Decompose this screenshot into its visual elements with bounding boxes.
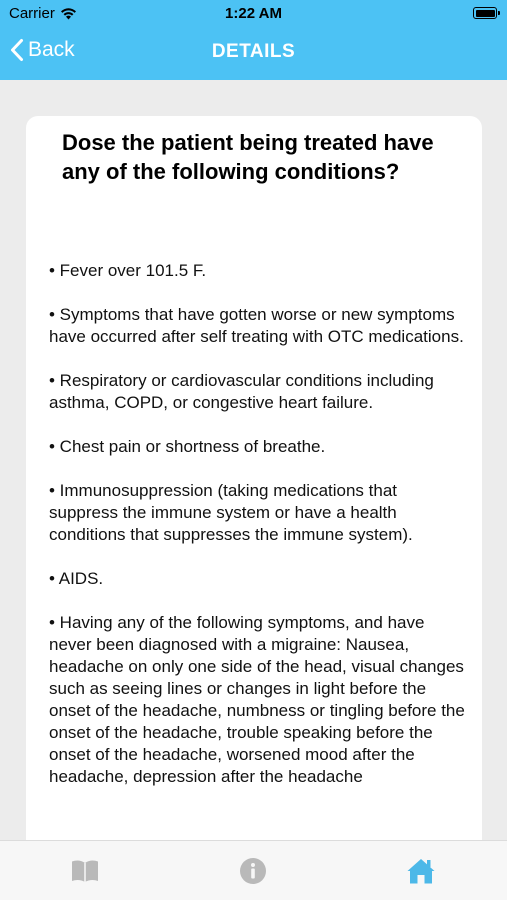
question-heading: Dose the patient being treated have any of the following conditions? — [62, 130, 434, 184]
tab-home[interactable] — [405, 855, 437, 887]
condition-item: • Symptoms that have gotten worse or new symptoms have occurred after self treating with OTC medications. — [49, 305, 464, 346]
condition-item: • AIDS. — [49, 569, 104, 588]
back-label: Back — [28, 38, 75, 61]
book-icon — [70, 858, 100, 884]
tab-book[interactable] — [69, 855, 101, 887]
condition-list — [49, 260, 469, 810]
page-title: DETAILS — [211, 41, 296, 62]
condition-item: • Fever over 101.5 F. — [49, 261, 207, 280]
condition-item: • Chest pain or shortness of breathe. — [49, 437, 326, 456]
status-time: 1:22 AM — [225, 5, 282, 22]
home-icon — [406, 857, 436, 885]
tab-info[interactable] — [237, 855, 269, 887]
navigation-bar — [0, 28, 507, 80]
condition-item: • Having any of the following symptoms, and have never been diagnosed with a migraine: Nausea, headache on only one side of the head, visual changes such as seeing lines or changes in light before the onset of the headache, numbness or tingling before the onset of the headache, trouble speaking before the onset of the headache, worsened mood after the headache, depression after the headache — [49, 613, 465, 786]
condition-item: • Immunosuppression (taking medications that suppress the immune system or have a health conditions that suppresses the immune system). — [49, 481, 413, 544]
carrier-label: Carrier — [9, 5, 55, 22]
details-card — [26, 116, 482, 856]
battery-icon — [473, 7, 497, 19]
condition-item: • Respiratory or cardiovascular conditions including asthma, COPD, or congestive heart failure. — [49, 371, 434, 412]
status-bar — [0, 0, 507, 28]
tab-bar — [0, 840, 507, 900]
info-icon — [239, 857, 267, 885]
